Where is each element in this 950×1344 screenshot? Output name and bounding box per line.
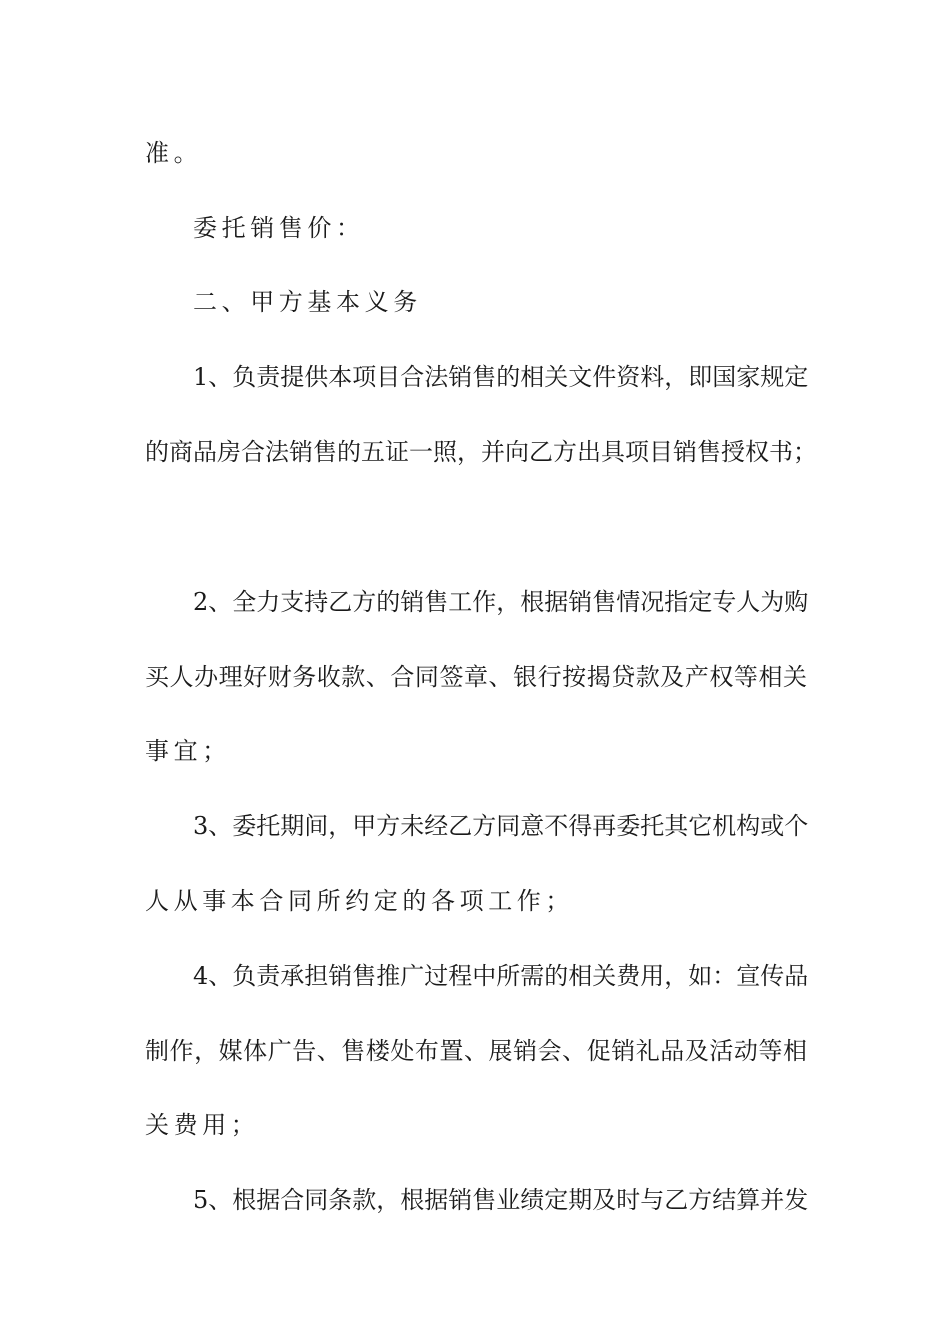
text-line-11: 4、负责承担销售推广过程中所需的相关费用，如：宣传品 bbox=[193, 962, 809, 990]
text-line-9: 3、委托期间，甲方未经乙方同意不得再委托其它机构或个 bbox=[193, 812, 809, 840]
text-line-5: 的商品房合法销售的五证一照，并向乙方出具项目销售授权书； bbox=[145, 438, 817, 466]
text-line-13: 关费用； bbox=[145, 1111, 260, 1139]
text-line-2: 委托销售价： bbox=[193, 214, 365, 242]
text-line-12: 制作，媒体广告、售楼处布置、展销会、促销礼品及活动等相 bbox=[145, 1037, 807, 1065]
section-heading: 二、甲方基本义务 bbox=[193, 288, 422, 316]
text-line-6: 2、全力支持乙方的销售工作，根据销售情况指定专人为购 bbox=[193, 588, 809, 616]
text-line-14: 5、根据合同条款，根据销售业绩定期及时与乙方结算并发 bbox=[193, 1186, 809, 1214]
text-line-4: 1、负责提供本项目合法销售的相关文件资料，即国家规定 bbox=[193, 363, 809, 391]
text-line-10: 人从事本合同所约定的各项工作； bbox=[145, 887, 574, 915]
text-line-8: 事宜； bbox=[145, 737, 231, 765]
text-line-1: 准。 bbox=[145, 139, 203, 167]
text-line-7: 买人办理好财务收款、合同签章、银行按揭贷款及产权等相关 bbox=[145, 663, 807, 691]
